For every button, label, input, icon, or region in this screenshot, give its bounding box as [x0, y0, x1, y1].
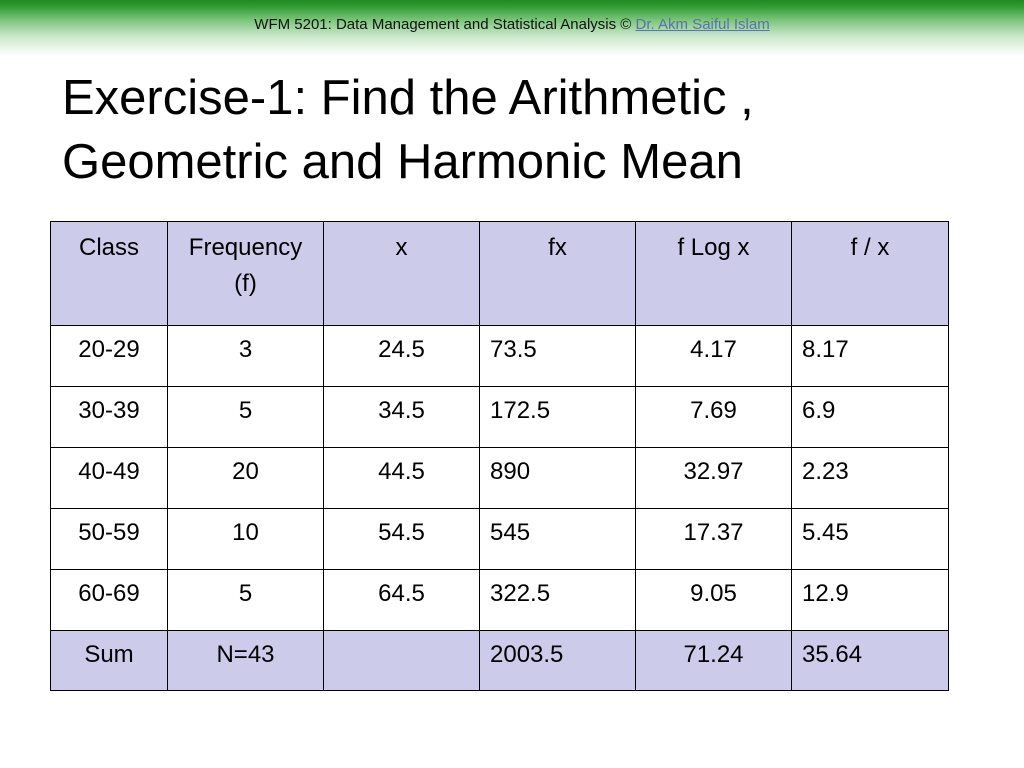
cell-fdivx: 2.23: [792, 448, 949, 509]
sum-flogx: 71.24: [636, 631, 792, 691]
cell-class: 40-49: [51, 448, 168, 509]
cell-flogx: 7.69: [636, 387, 792, 448]
slide-title-line-1: Exercise-1: Find the Arithmetic ,: [62, 71, 754, 125]
cell-x: 34.5: [324, 387, 480, 448]
cell-fx: 172.5: [480, 387, 636, 448]
cell-x: 64.5: [324, 570, 480, 631]
cell-frequency: 10: [168, 509, 324, 570]
cell-fx: 322.5: [480, 570, 636, 631]
cell-x: 54.5: [324, 509, 480, 570]
cell-flogx: 9.05: [636, 570, 792, 631]
cell-frequency: 3: [168, 326, 324, 387]
header-fx: fx: [480, 222, 636, 326]
cell-fdivx: 6.9: [792, 387, 949, 448]
cell-fx: 890: [480, 448, 636, 509]
cell-x: 44.5: [324, 448, 480, 509]
cell-fdivx: 5.45: [792, 509, 949, 570]
frequency-table: [50, 221, 949, 691]
sum-n: N=43: [168, 631, 324, 691]
cell-fx: 73.5: [480, 326, 636, 387]
slide-title: [62, 66, 962, 194]
table-row: [51, 448, 949, 509]
header-frequency-line-1: Frequency: [188, 234, 303, 261]
sum-fx: 2003.5: [480, 631, 636, 691]
cell-class: 20-29: [51, 326, 168, 387]
header-flogx: f Log x: [636, 222, 792, 326]
slide-title-line-2: Geometric and Harmonic Mean: [62, 135, 743, 189]
table-row: [51, 326, 949, 387]
cell-x: 24.5: [324, 326, 480, 387]
table-sum-row: [51, 631, 949, 691]
header-fdivx: f / x: [792, 222, 949, 326]
cell-fx: 545: [480, 509, 636, 570]
cell-frequency: 5: [168, 387, 324, 448]
table-row: [51, 509, 949, 570]
cell-frequency: 20: [168, 448, 324, 509]
cell-class: 30-39: [51, 387, 168, 448]
cell-fdivx: 8.17: [792, 326, 949, 387]
cell-flogx: 32.97: [636, 448, 792, 509]
author-link[interactable]: Dr. Akm Saiful Islam: [635, 16, 770, 33]
header-x: x: [324, 222, 480, 326]
sum-x: [324, 631, 480, 691]
table-header-row: [51, 222, 949, 326]
cell-fdivx: 12.9: [792, 570, 949, 631]
cell-frequency: 5: [168, 570, 324, 631]
cell-class: 60-69: [51, 570, 168, 631]
course-title: WFM 5201: Data Management and Statistical Analysis ©: [254, 16, 632, 33]
header-class: Class: [51, 222, 168, 326]
sum-fdivx: 35.64: [792, 631, 949, 691]
table-row: [51, 387, 949, 448]
header-frequency-line-2: (f): [234, 270, 257, 297]
table-row: [51, 570, 949, 631]
cell-flogx: 4.17: [636, 326, 792, 387]
course-header: [0, 16, 1024, 33]
cell-class: 50-59: [51, 509, 168, 570]
sum-label: Sum: [51, 631, 168, 691]
header-frequency: [168, 222, 324, 326]
cell-flogx: 17.37: [636, 509, 792, 570]
